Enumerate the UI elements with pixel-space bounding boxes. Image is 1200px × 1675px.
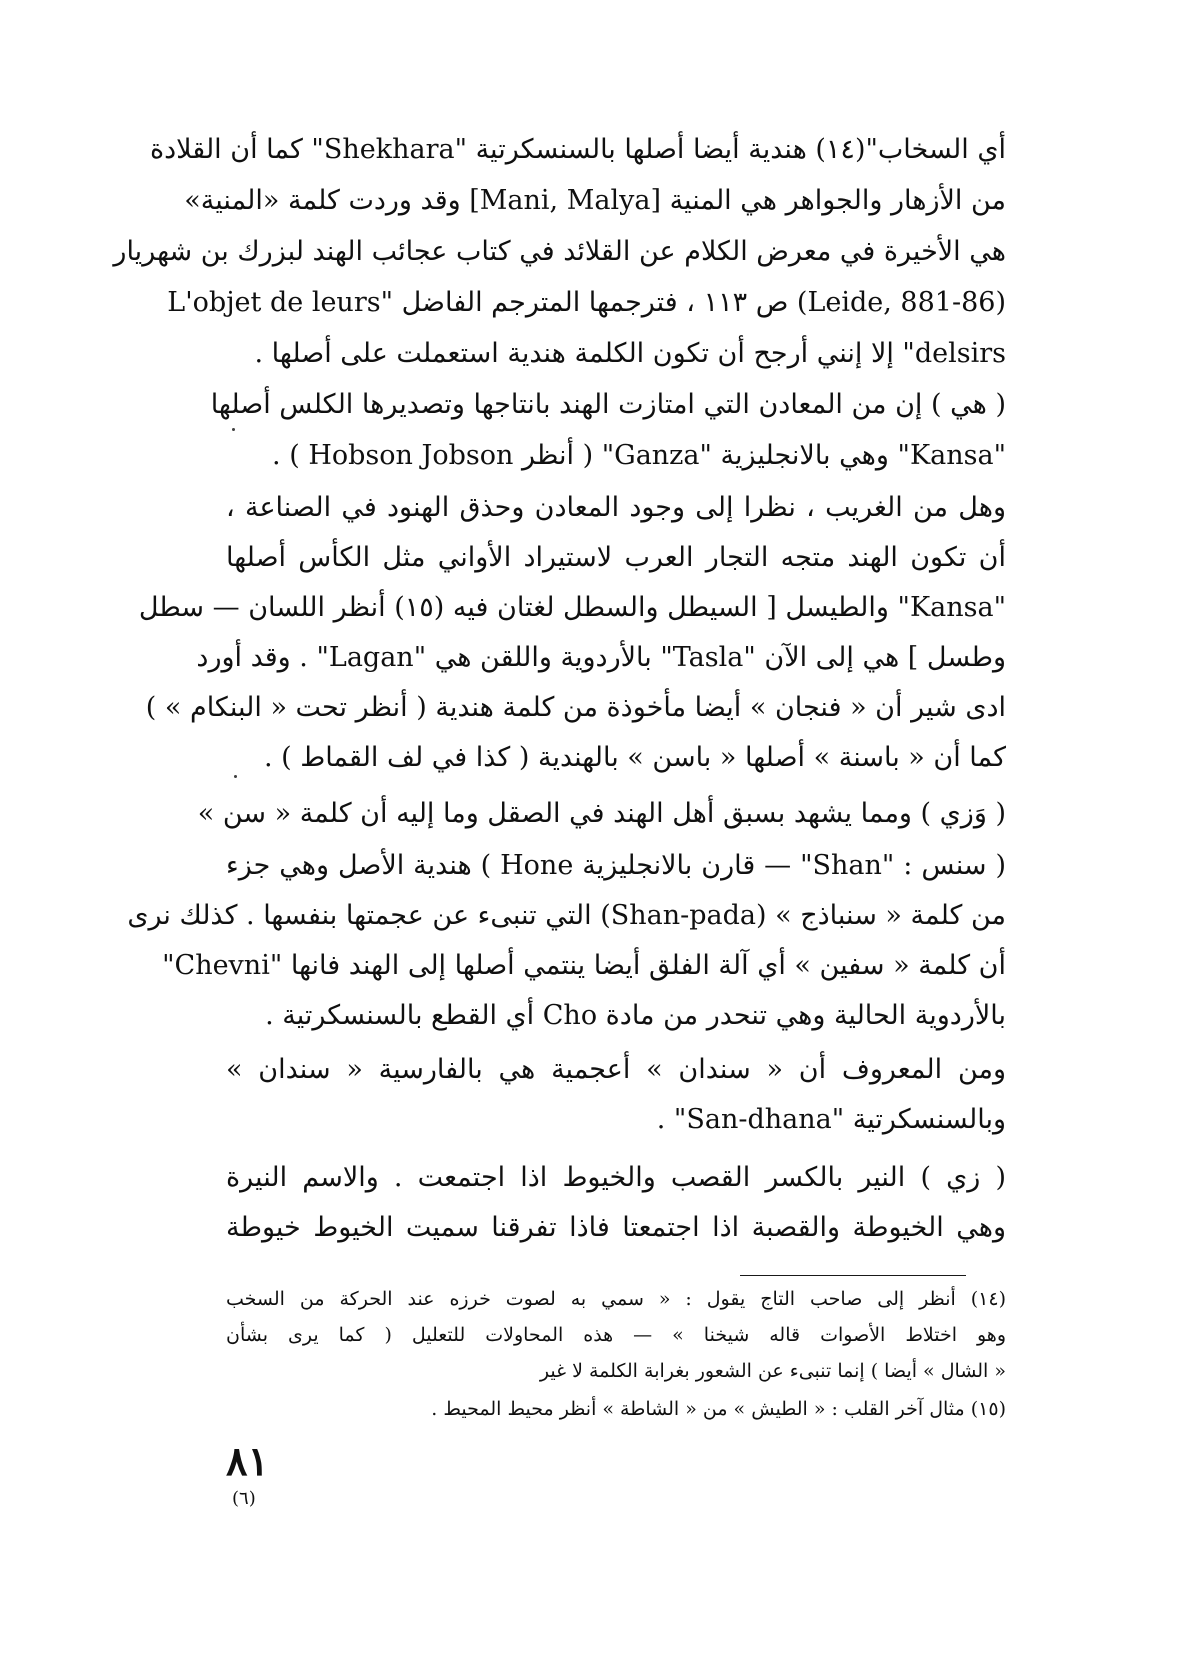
body-line-20: وبالسنسكرتية "San-dhana" . xyxy=(656,1104,1006,1135)
body-line-8: وهل من الغريب ، نظرا إلى وجود المعادن وحذق الهنود في الصناعة ، xyxy=(226,492,1006,523)
body-line-16: من كلمة « سنباذج » (Shan-pada) التي تنبىء عن عجمتها بنفسها . كذلك نرى xyxy=(127,900,1006,931)
body-line-13: كما أن « باسنة » أصلها « باسن » بالهندية ( كذا في لف القماط ) . xyxy=(263,742,1006,773)
body-line-6: ( هي ) إن من المعادن التي امتازت الهند بانتاجها وتصديرها الكلس أصلها xyxy=(210,389,1006,420)
scan-speck xyxy=(234,775,237,778)
footnote-line-3: « الشال » أيضا ) إنما تنبىء عن الشعور بغرابة الكلمة لا غير xyxy=(539,1360,1006,1382)
scan-speck xyxy=(232,428,235,431)
page-number: ٨١ xyxy=(226,1438,269,1485)
body-line-15: ( سنس : "Shan" — قارن بالانجليزية Hone ) هندية الأصل وهي جزء xyxy=(226,850,1006,881)
body-line-17: أن كلمة « سفين » أي آلة الفلق أيضا ينتمي أصلها إلى الهند فانها "Chevni" xyxy=(162,950,1006,981)
footnote-rule xyxy=(740,1275,966,1276)
body-line-22: وهي الخيوطة والقصبة اذا اجتمعتا فاذا تفرقنا سميت الخيوط خيوطة xyxy=(226,1212,1006,1243)
body-line-18: بالأردوية الحالية وهي تنحدر من مادة Cho أي القطع بالسنسكرتية . xyxy=(265,1000,1006,1031)
page-sub-number: (٦) xyxy=(232,1488,256,1509)
body-line-3: هي الأخيرة في معرض الكلام عن القلائد في كتاب عجائب الهند لبزرك بن شهريار xyxy=(113,236,1006,267)
body-line-1: أي السخاب"(١٤) هندية أيضا أصلها بالسنسكرتية "Shekhara" كما أن القلادة xyxy=(150,134,1006,165)
footnote-line-1: (١٤) أنظر إلى صاحب التاج يقول : « سمي به لصوت خرزه عند الحركة من السخب xyxy=(226,1288,1006,1310)
body-line-7: "Kansa" وهي بالانجليزية "Ganza" ( أنظر Hobson Jobson ) . xyxy=(272,440,1006,471)
body-line-12: ادى شير أن « فنجان » أيضا مأخوذة من كلمة هندية ( أنظر تحت « البنكام » ) xyxy=(145,692,1006,723)
body-line-11: وطسل ] هي إلى الآن "Tasla" بالأردوية واللقن هي "Lagan" . وقد أورد xyxy=(196,642,1006,673)
footnote-line-4: (١٥) مثال آخر القلب : « الطيش » من « الشاطة » أنظر محيط المحيط . xyxy=(431,1398,1006,1420)
body-line-5: delsirs" إلا إنني أرجح أن تكون الكلمة هندية استعملت على أصلها . xyxy=(254,338,1006,369)
body-line-14: ( وَزي ) ومما يشهد بسبق أهل الهند في الصقل وما إليه أن كلمة « سن » xyxy=(197,798,1006,829)
footnote-line-2: وهو اختلاط الأصوات قاله شيخنا » — هذه المحاولات للتعليل ( كما يرى بشأن xyxy=(226,1324,1006,1346)
body-line-19: ومن المعروف أن « سندان » أعجمية هي بالفارسية « سندان » xyxy=(226,1054,1006,1085)
body-line-21: ( زي ) النير بالكسر القصب والخيوط اذا اجتمعت . والاسم النيرة xyxy=(226,1162,1006,1193)
body-line-4: (Leide, 881-86) ص ١١٣ ، فترجمها المترجم الفاضل "L'objet de leurs xyxy=(167,287,1006,318)
body-line-10: "Kansa" والطيسل [ السيطل والسطل لغتان فيه (١٥) أنظر اللسان — سطل xyxy=(138,592,1006,623)
body-line-9: أن تكون الهند متجه التجار العرب لاستيراد الأواني مثل الكأس أصلها xyxy=(226,542,1006,573)
body-line-2: من الأزهار والجواهر هي المنية [Mani, Malya] وقد وردت كلمة «المنية» xyxy=(184,185,1006,216)
